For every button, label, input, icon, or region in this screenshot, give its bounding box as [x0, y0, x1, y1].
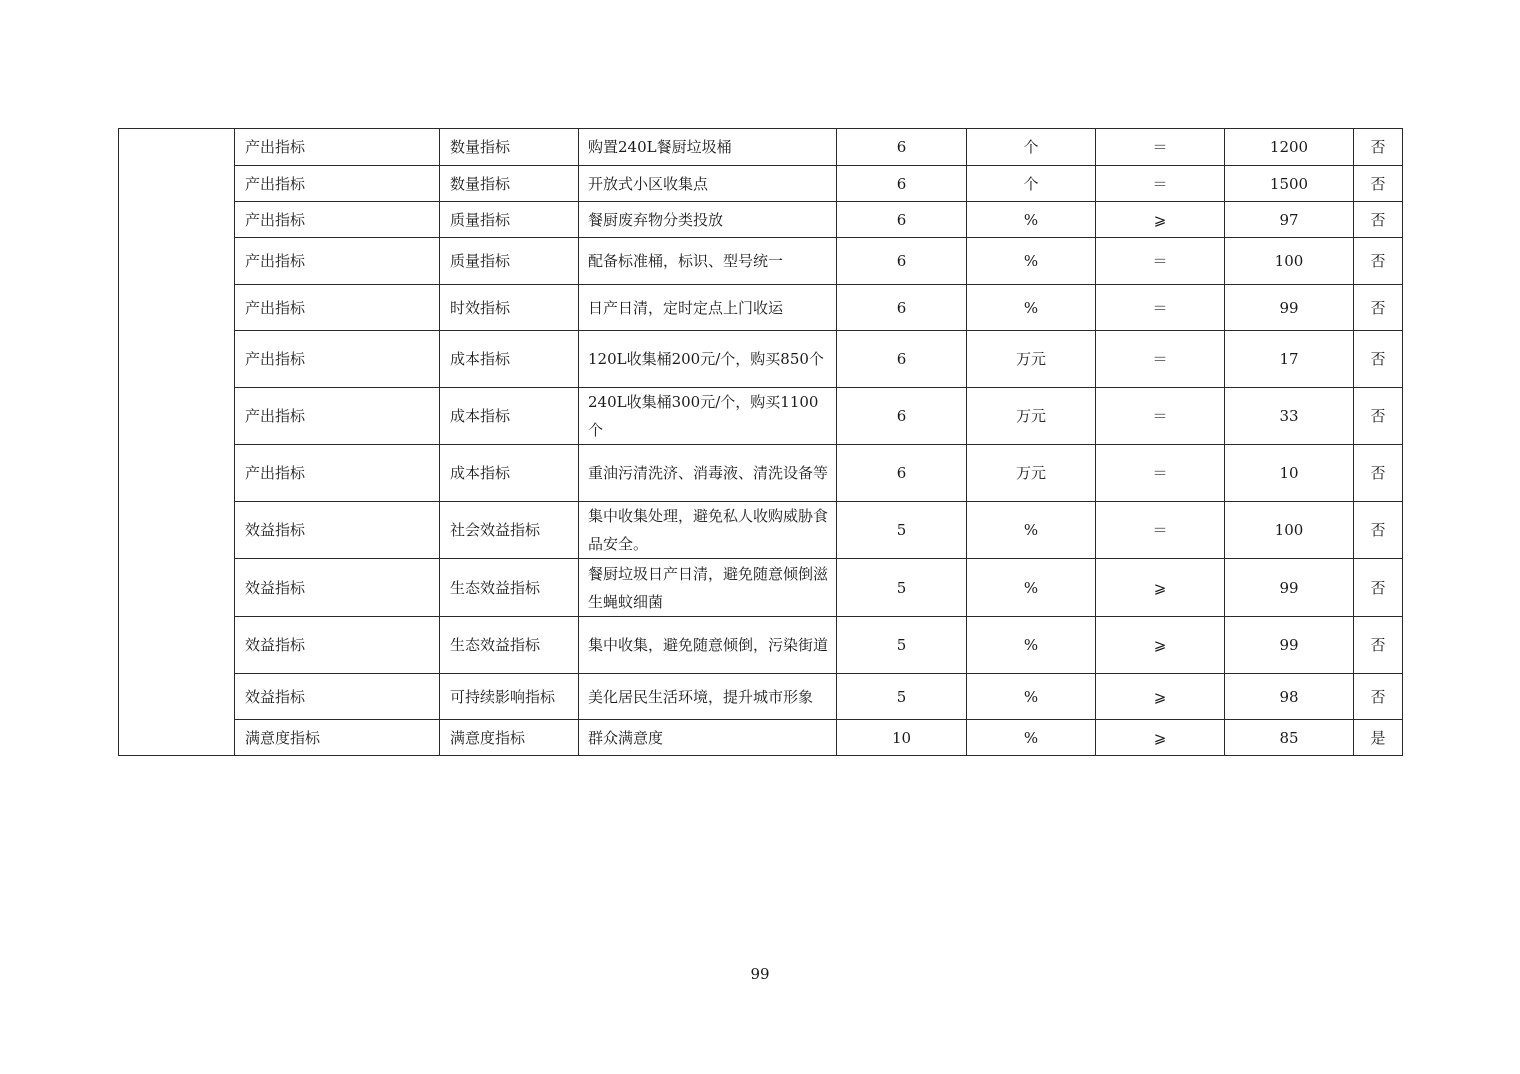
core-cell: 否 [1354, 617, 1403, 674]
indicator-cell: 240L收集桶300元/个，购买1100个 [579, 388, 837, 445]
table-row [119, 166, 1403, 202]
target-cell: 99 [1225, 559, 1354, 617]
weight-cell: 5 [837, 674, 967, 720]
core-cell: 否 [1354, 331, 1403, 388]
level2-cell: 生态效益指标 [440, 559, 579, 617]
unit-cell: % [967, 720, 1096, 756]
indicator-cell: 日产日清，定时定点上门收运 [579, 285, 837, 331]
core-cell: 是 [1354, 720, 1403, 756]
target-cell: 100 [1225, 502, 1354, 559]
table-row [119, 502, 1403, 559]
core-cell: 否 [1354, 559, 1403, 617]
indicator-cell: 重油污清洗济、消毒液、清洗设备等 [579, 445, 837, 502]
target-cell: 100 [1225, 238, 1354, 285]
core-cell: 否 [1354, 202, 1403, 238]
level2-cell: 数量指标 [440, 129, 579, 166]
operator-cell: ＝ [1096, 285, 1225, 331]
level1-cell: 产出指标 [235, 238, 440, 285]
level2-cell: 成本指标 [440, 388, 579, 445]
unit-cell: % [967, 502, 1096, 559]
target-cell: 1200 [1225, 129, 1354, 166]
indicator-cell: 购置240L餐厨垃圾桶 [579, 129, 837, 166]
page-number: 99 [750, 965, 770, 983]
weight-cell: 5 [837, 559, 967, 617]
operator-cell: ⩾ [1096, 720, 1225, 756]
weight-cell: 5 [837, 617, 967, 674]
target-cell: 99 [1225, 285, 1354, 331]
target-cell: 10 [1225, 445, 1354, 502]
level1-cell: 满意度指标 [235, 720, 440, 756]
level1-cell: 产出指标 [235, 388, 440, 445]
level1-cell: 效益指标 [235, 674, 440, 720]
unit-cell: % [967, 674, 1096, 720]
operator-cell: ＝ [1096, 445, 1225, 502]
level2-cell: 质量指标 [440, 238, 579, 285]
level1-cell: 效益指标 [235, 502, 440, 559]
core-cell: 否 [1354, 285, 1403, 331]
indicator-cell: 集中收集，避免随意倾倒，污染街道 [579, 617, 837, 674]
level1-cell: 产出指标 [235, 285, 440, 331]
level1-cell: 产出指标 [235, 166, 440, 202]
table-row [119, 238, 1403, 285]
operator-cell: ⩾ [1096, 559, 1225, 617]
table-row [119, 674, 1403, 720]
core-cell: 否 [1354, 445, 1403, 502]
weight-cell: 6 [837, 285, 967, 331]
unit-cell: 万元 [967, 331, 1096, 388]
unit-cell: % [967, 285, 1096, 331]
level2-cell: 可持续影响指标 [440, 674, 579, 720]
core-cell: 否 [1354, 674, 1403, 720]
operator-cell: ⩾ [1096, 202, 1225, 238]
unit-cell: % [967, 559, 1096, 617]
level1-cell: 产出指标 [235, 129, 440, 166]
operator-cell: ＝ [1096, 129, 1225, 166]
level2-cell: 社会效益指标 [440, 502, 579, 559]
target-cell: 97 [1225, 202, 1354, 238]
weight-cell: 6 [837, 331, 967, 388]
level1-cell: 效益指标 [235, 617, 440, 674]
unit-cell: % [967, 202, 1096, 238]
weight-cell: 6 [837, 238, 967, 285]
core-cell: 否 [1354, 388, 1403, 445]
operator-cell: ⩾ [1096, 674, 1225, 720]
weight-cell: 10 [837, 720, 967, 756]
core-cell: 否 [1354, 166, 1403, 202]
indicator-table [118, 128, 1403, 756]
core-cell: 否 [1354, 502, 1403, 559]
level2-cell: 质量指标 [440, 202, 579, 238]
indicator-cell: 集中收集处理，避免私人收购威胁食品安全。 [579, 502, 837, 559]
unit-cell: 万元 [967, 388, 1096, 445]
level2-cell: 生态效益指标 [440, 617, 579, 674]
unit-cell: 个 [967, 129, 1096, 166]
target-cell: 98 [1225, 674, 1354, 720]
level2-cell: 满意度指标 [440, 720, 579, 756]
operator-cell: ⩾ [1096, 617, 1225, 674]
target-cell: 33 [1225, 388, 1354, 445]
core-cell: 否 [1354, 238, 1403, 285]
weight-cell: 6 [837, 166, 967, 202]
operator-cell: ＝ [1096, 166, 1225, 202]
operator-cell: ＝ [1096, 331, 1225, 388]
level1-cell: 效益指标 [235, 559, 440, 617]
level1-cell: 产出指标 [235, 331, 440, 388]
level2-cell: 时效指标 [440, 285, 579, 331]
unit-cell: % [967, 617, 1096, 674]
weight-cell: 6 [837, 202, 967, 238]
level1-cell: 产出指标 [235, 202, 440, 238]
unit-cell: 万元 [967, 445, 1096, 502]
indicator-cell: 餐厨废弃物分类投放 [579, 202, 837, 238]
table-row [119, 720, 1403, 756]
level1-cell: 产出指标 [235, 445, 440, 502]
weight-cell: 6 [837, 388, 967, 445]
table-row [119, 388, 1403, 445]
indicator-cell: 配备标准桶，标识、型号统一 [579, 238, 837, 285]
blank-merged-cell [119, 129, 235, 756]
level2-cell: 成本指标 [440, 445, 579, 502]
table-row [119, 129, 1403, 166]
table-row [119, 617, 1403, 674]
indicator-cell: 120L收集桶200元/个，购买850个 [579, 331, 837, 388]
operator-cell: ＝ [1096, 502, 1225, 559]
table-body [119, 129, 1403, 756]
table-row [119, 202, 1403, 238]
weight-cell: 6 [837, 129, 967, 166]
table-row [119, 285, 1403, 331]
level2-cell: 成本指标 [440, 331, 579, 388]
indicator-cell: 群众满意度 [579, 720, 837, 756]
level2-cell: 数量指标 [440, 166, 579, 202]
core-cell: 否 [1354, 129, 1403, 166]
target-cell: 17 [1225, 331, 1354, 388]
unit-cell: 个 [967, 166, 1096, 202]
indicator-cell: 开放式小区收集点 [579, 166, 837, 202]
table-row [119, 559, 1403, 617]
indicator-cell: 美化居民生活环境，提升城市形象 [579, 674, 837, 720]
target-cell: 99 [1225, 617, 1354, 674]
indicator-cell: 餐厨垃圾日产日清，避免随意倾倒滋生蝇蚊细菌 [579, 559, 837, 617]
table-row [119, 445, 1403, 502]
weight-cell: 6 [837, 445, 967, 502]
operator-cell: ＝ [1096, 388, 1225, 445]
weight-cell: 5 [837, 502, 967, 559]
unit-cell: % [967, 238, 1096, 285]
target-cell: 1500 [1225, 166, 1354, 202]
operator-cell: ＝ [1096, 238, 1225, 285]
table-row [119, 331, 1403, 388]
target-cell: 85 [1225, 720, 1354, 756]
